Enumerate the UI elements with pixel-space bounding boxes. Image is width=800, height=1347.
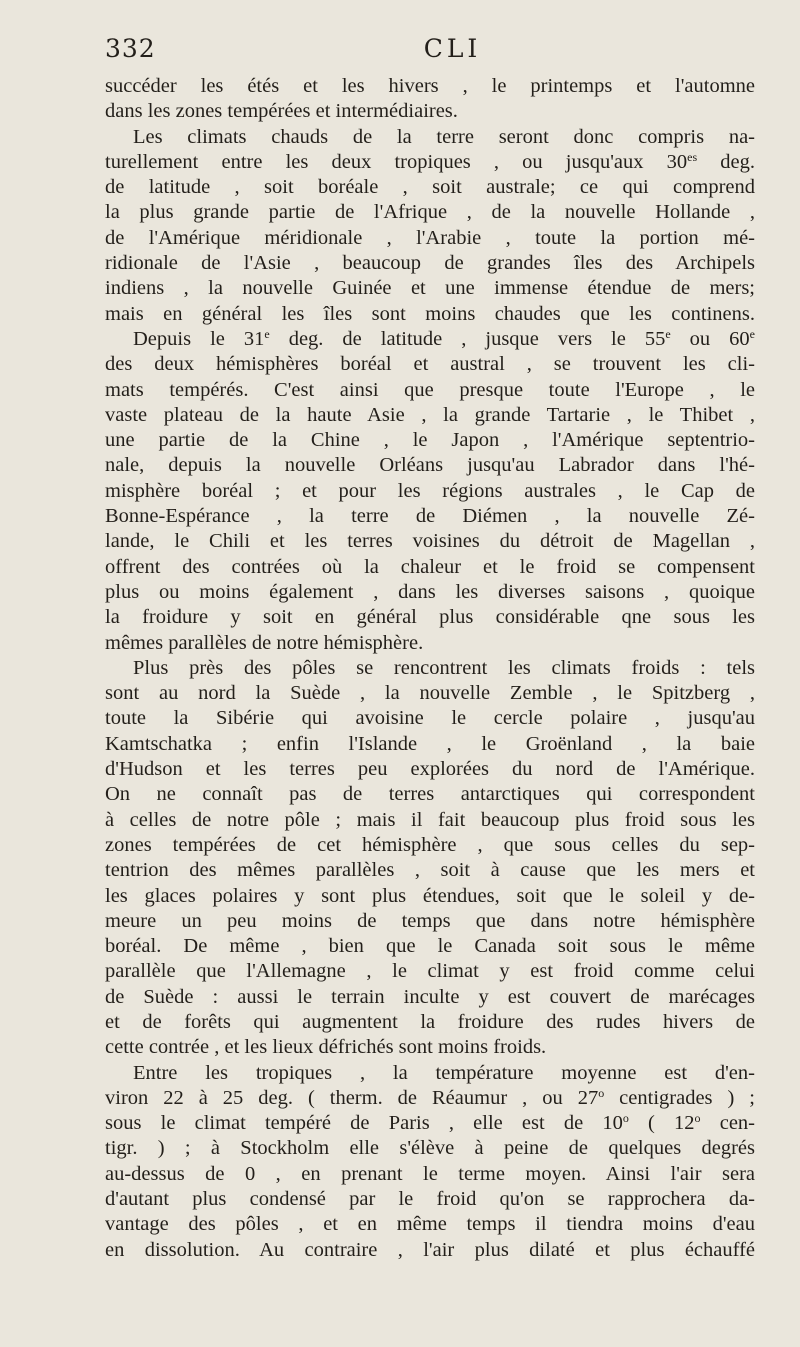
text-line [105,732,755,757]
superscript: es [687,149,698,164]
superscript: e [665,326,671,341]
text-segment: la froidure y soit en général plus considérable qne sous les [105,606,755,629]
text-segment: misphère boréal ; et pour les régions australes , le Cap de [105,479,755,502]
text-line [105,808,755,833]
text-segment: plus ou moins également , dans les diverses saisons , quoique [105,580,755,603]
text-segment: meure un peu moins de temps que dans notre hémisphère [105,909,755,932]
text-segment: ( 12 [628,1112,695,1135]
text-segment: succéder les étés et les hivers , le printemps et l'automne [105,75,755,97]
text-line [105,175,755,200]
superscript: e [749,326,755,341]
text-line [105,1086,755,1111]
superscript: e [264,326,270,341]
text-line [105,884,755,909]
text-line [105,276,755,301]
text-segment: Plus près des pôles se rencontrent les climats froids : tels [133,656,755,679]
text-line [105,251,755,276]
text-line [105,1010,755,1035]
text-segment: mats tempérés. C'est ainsi que presque toute l'Europe , le [105,378,755,401]
text-segment: parallèle que l'Allemagne , le climat y est froid comme celui [105,960,755,983]
text-segment: ridionale de l'Asie , beaucoup de grandes îles des Archipels [105,252,755,275]
text-segment: sous le climat tempéré de Paris , elle est de 10 [105,1112,623,1135]
text-line [105,1212,755,1237]
text-segment: Kamtschatka ; enfin l'Islande , le Groënland , la baie [105,732,755,755]
text-segment: au-dessus de 0 , en prenant le terme moyen. Ainsi l'air sera [105,1162,755,1185]
text-line [105,706,755,731]
text-segment: deg. de latitude , jusque vers le 55 [269,327,666,350]
text-line [105,631,755,656]
superscript: o [622,1111,629,1126]
text-segment: de latitude , soit boréale , soit australe; ce qui comprend [105,176,755,199]
text-line [105,453,755,478]
text-segment: cen- [700,1112,755,1135]
text-line [105,200,755,225]
running-head: CLI [423,34,482,63]
text-line [105,909,755,934]
text-segment: indiens , la nouvelle Guinée et une immense étendue de mers; [105,277,755,300]
text-segment: lande, le Chili et les terres voisines du détroit de Magellan , [105,530,755,553]
text-line [105,985,755,1010]
text-line [105,99,755,124]
text-segment: une partie de la Chine , le Japon , l'Amérique septentrio- [105,429,755,452]
text-line [105,125,755,150]
text-line [105,529,755,554]
text-segment: et de forêts qui augmentent la froidure des rudes hivers de [105,1010,755,1033]
text-line [105,327,755,352]
text-line [105,782,755,807]
text-segment: mais en général les îles sont moins chaudes que les continens. [105,302,755,325]
text-line [105,352,755,377]
text-segment: de Suède : aussi le terrain inculte y est couvert de marécages [105,985,755,1008]
text-line [105,1187,755,1212]
text-segment: Bonne-Espérance , la terre de Diémen , la nouvelle Zé- [105,505,755,528]
text-line [105,150,755,175]
text-line [105,555,755,580]
text-segment: de l'Amérique méridionale , l'Arabie , toute la portion mé- [105,226,755,249]
text-segment: Les climats chauds de la terre seront donc compris na- [133,125,755,148]
text-line [105,656,755,681]
text-line [105,1162,755,1187]
text-body [105,74,755,1263]
text-line [105,504,755,529]
text-segment: vaste plateau de la haute Asie , la grande Tartarie , le Thibet , [105,403,755,426]
text-line [105,1238,755,1263]
text-segment: centigrades ) ; [604,1086,755,1109]
text-line [105,74,755,99]
text-line [105,959,755,984]
text-line [105,302,755,327]
text-line [105,479,755,504]
text-line [105,1035,755,1060]
text-segment: On ne connaît pas de terres antarctiques qui correspondent [105,783,755,806]
page-number: 332 [105,34,156,63]
text-segment: cette contrée , et les lieux défrichés sont moins froids. [105,1036,547,1059]
text-segment: offrent des contrées où la chaleur et le froid se compensent [105,555,755,578]
text-segment: des deux hémisphères boréal et austral , se trouvent les cli- [105,353,755,376]
text-segment: d'autant plus condensé par le froid qu'on se rapprochera da- [105,1188,755,1211]
text-segment: Depuis le 31 [133,327,265,350]
text-segment: tigr. ) ; à Stockholm elle s'élève à peine de quelques degrés [105,1137,755,1160]
text-line [105,378,755,403]
page-header [105,34,760,74]
text-segment: mêmes parallèles de notre hémisphère. [105,631,424,654]
text-line [105,226,755,251]
text-segment: deg. [697,150,755,173]
text-segment: turellement entre les deux tropiques , ou jusqu'aux 30 [105,150,688,173]
text-line [105,1061,755,1086]
superscript: o [598,1085,605,1100]
text-line [105,858,755,883]
text-segment: tentrion des mêmes parallèles , soit à cause que les mers et [105,859,755,882]
text-line [105,605,755,630]
text-segment: sont au nord la Suède , la nouvelle Zemble , le Spitzberg , [105,682,755,705]
text-line [105,1111,755,1136]
text-segment: d'Hudson et les terres peu explorées du nord de l'Amérique. [105,758,755,781]
text-segment: viron 22 à 25 deg. ( therm. de Réaumur , ou 27 [105,1086,599,1109]
text-segment: nale, depuis la nouvelle Orléans jusqu'au Labrador dans l'hé- [105,454,755,477]
text-segment: toute la Sibérie qui avoisine le cercle polaire , jusqu'au [105,707,755,730]
text-line [105,681,755,706]
text-line [105,934,755,959]
text-segment: boréal. De même , bien que le Canada soit sous le même [105,935,755,958]
text-segment: zones tempérées de cet hémisphère , que sous celles du sep- [105,833,755,856]
superscript: o [694,1111,701,1126]
text-line [105,1136,755,1161]
text-line [105,428,755,453]
text-line [105,403,755,428]
text-segment: à celles de notre pôle ; mais il fait beaucoup plus froid sous les [105,808,755,831]
text-line [105,833,755,858]
text-segment: vantage des pôles , et en même temps il tiendra moins d'eau [105,1213,755,1236]
text-segment: Entre les tropiques , la température moyenne est d'en- [133,1061,755,1084]
text-segment: dans les zones tempérées et intermédiaires. [105,100,458,123]
text-segment: les glaces polaires y sont plus étendues, soit que le soleil y de- [105,884,755,907]
text-segment: en dissolution. Au contraire , l'air plus dilaté et plus échauffé [105,1238,755,1261]
text-line [105,757,755,782]
text-segment: ou 60 [670,327,750,350]
text-segment: la plus grande partie de l'Afrique , de la nouvelle Hollande , [105,201,755,224]
text-line [105,580,755,605]
